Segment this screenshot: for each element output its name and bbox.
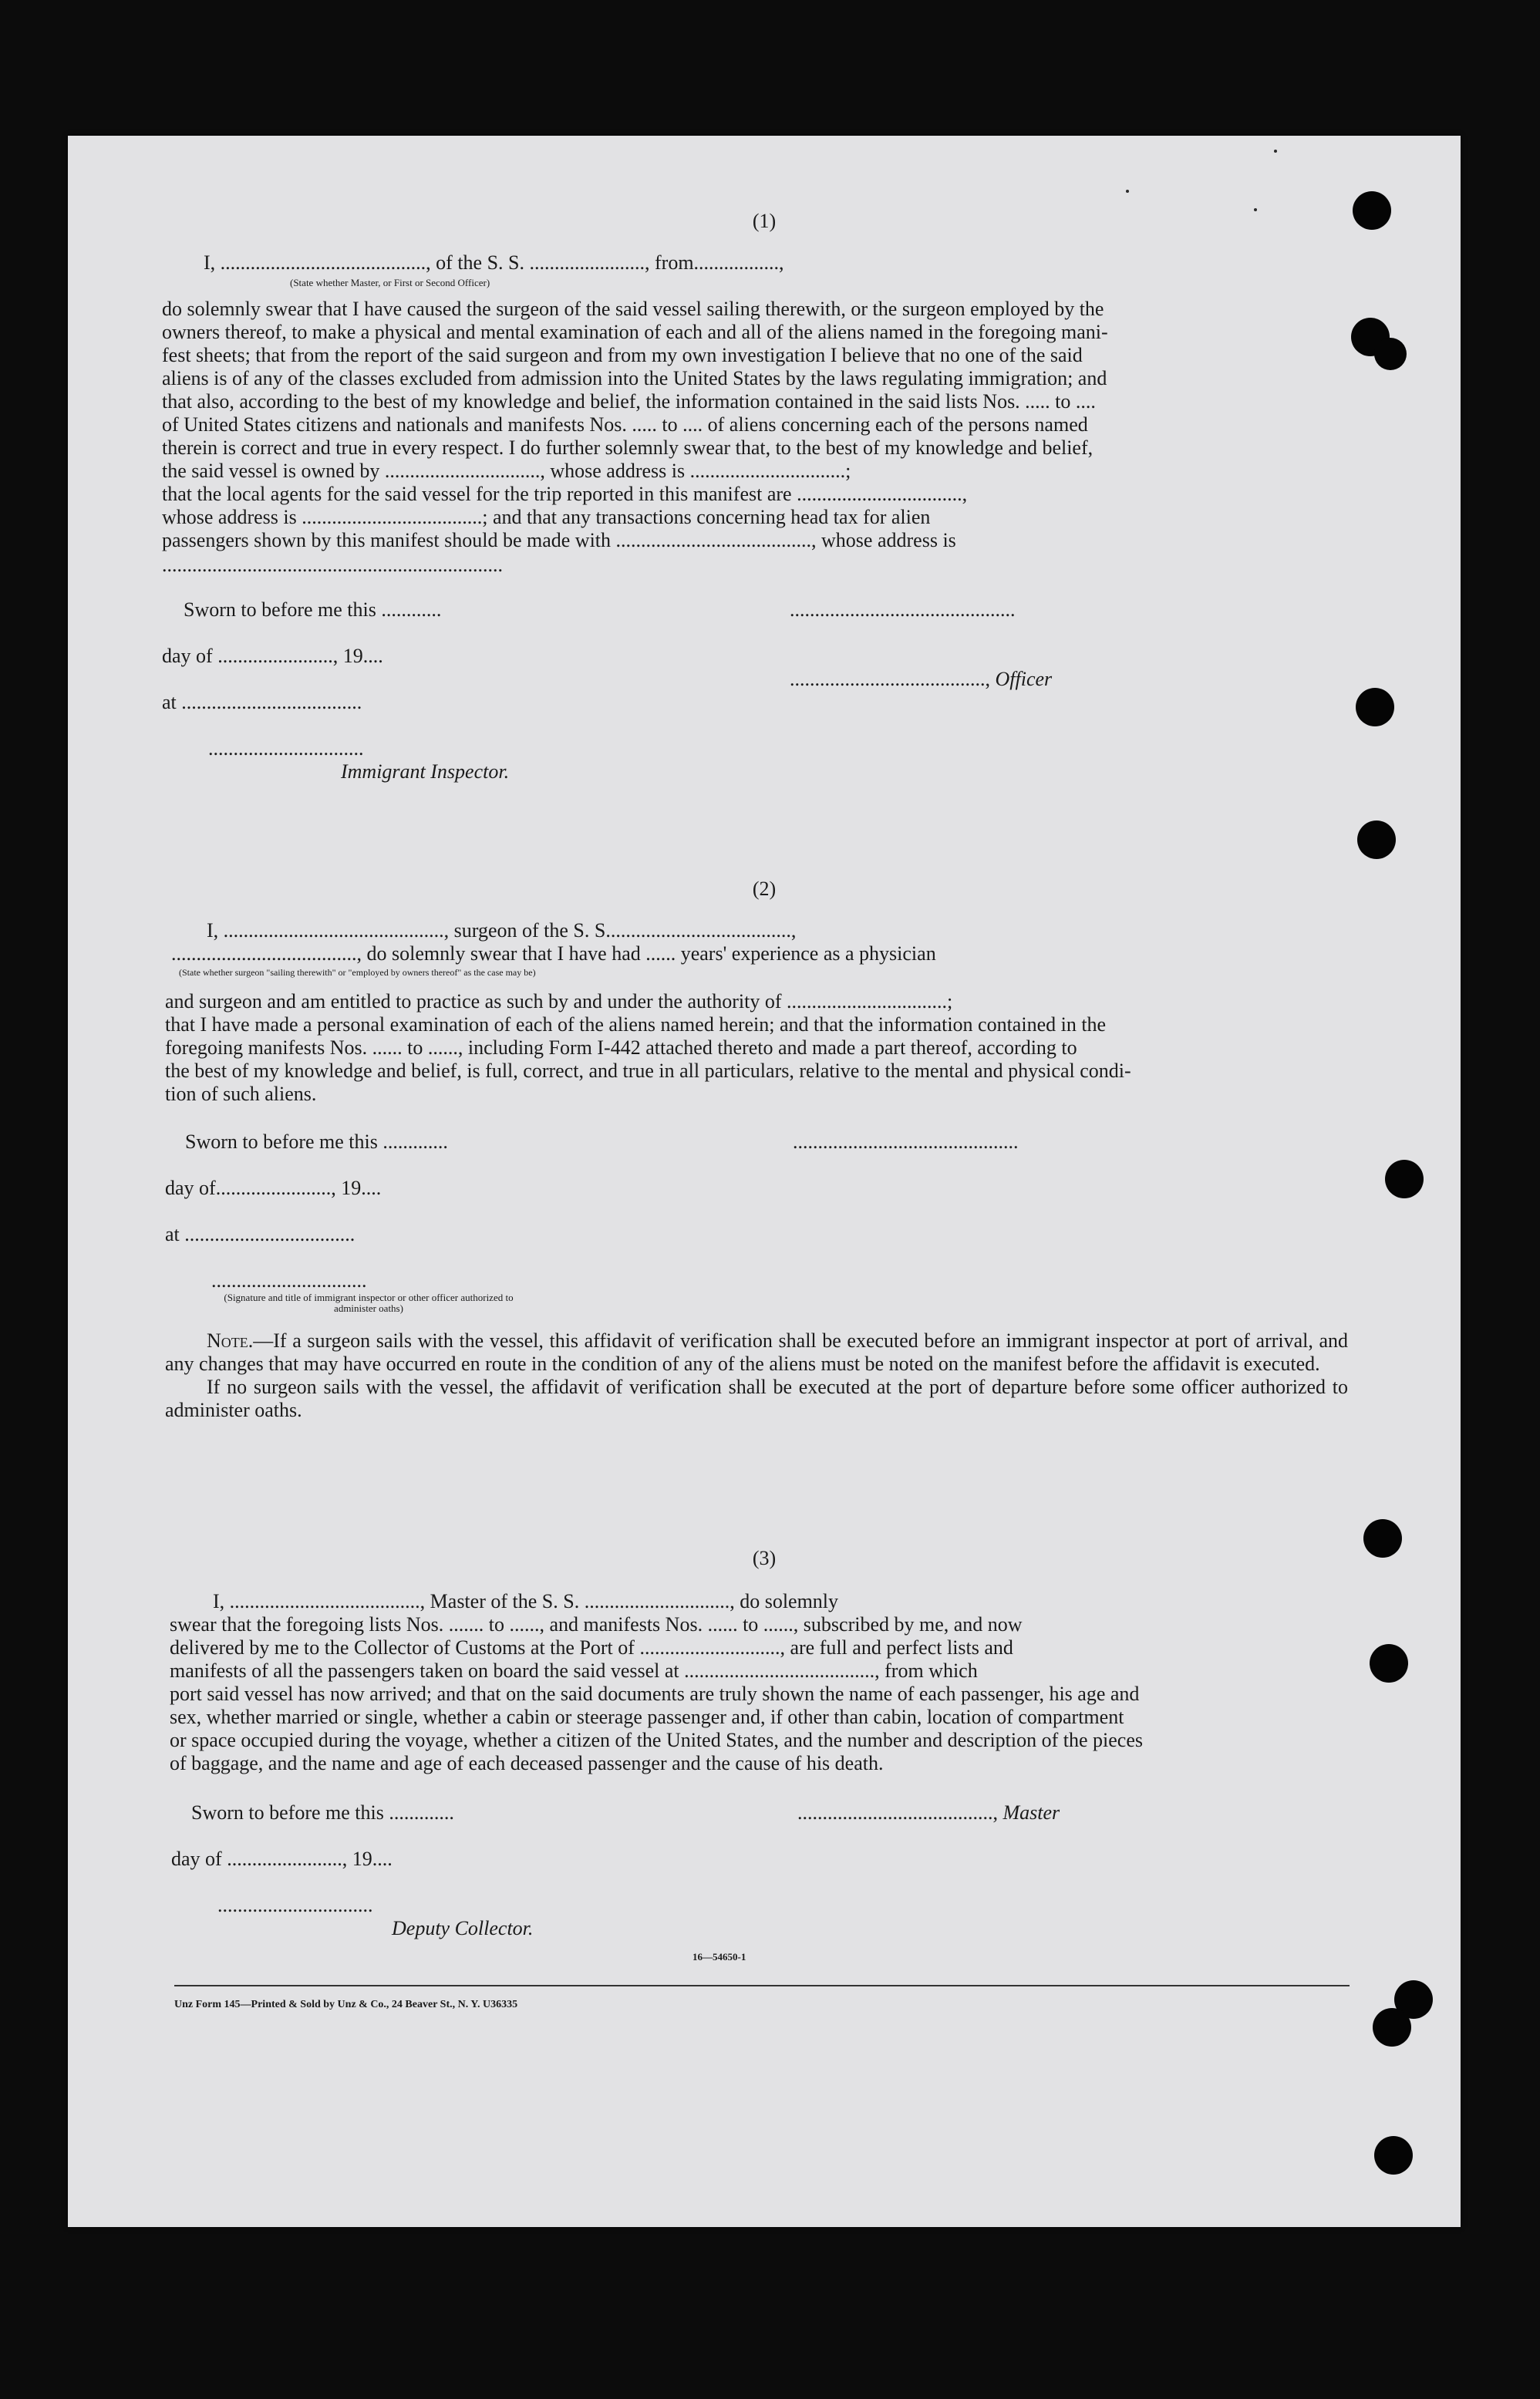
s2-signature-line: ............................................. [793,1130,1019,1153]
s2-body-line: the best of my knowledge and belief, is full, correct, and true in all particulars, relative to the mental and physical condi- [165,1060,1131,1082]
s2-line1: I, ............................................, surgeon of the S. S....................................., [207,919,797,942]
s1-body-line: of United States citizens and nationals and manifests Nos. ..... to .... of aliens concerning each of the persons named [162,413,1088,436]
speck [1254,208,1257,211]
s2-body-line: tion of such aliens. [165,1083,317,1105]
s3-body-line: swear that the foregoing lists Nos. ....... to ......, and manifests Nos. ...... to ......, subscribed by me, and now [170,1613,1023,1636]
binder-hole [1356,688,1394,726]
form-sheet [68,136,1461,2227]
s1-dots-line: .................................................................... [162,554,503,576]
s2-note-text: —If a surgeon sails with the vessel, this affidavit of verification shall be executed before an immigrant inspector at port of arrival, and any changes that may have occurred en route in the condition of any of the aliens must be noted on the manifest before the affidavit is executed. [165,1329,1348,1375]
s1-body-line: therein is correct and true in every respect. I do further solemnly swear that, to the best of my knowledge and belief, [162,436,1094,459]
s3-master-title: Master [1003,1801,1060,1824]
s3-body-line: I, ......................................, Master of the S. S. ............................., do solemnly [213,1590,839,1612]
s1-inspector-dots: ............................... [208,737,364,760]
section-1-number: (1) [752,210,777,232]
s1-body-line: owners thereof, to make a physical and mental examination of each and all of the aliens named in the foregoing mani- [162,321,1108,343]
s1-inspector-title: Immigrant Inspector. [341,760,510,783]
speck [1126,190,1129,193]
s2-line2: ....................................., do solemnly swear that I have had ...... years' experience as a physician [171,942,936,965]
s1-line1-note: (State whether Master, or First or Second Officer) [290,277,490,288]
s2-sig-note: (Signature and title of immigrant inspector or other officer authorized to administer oaths) [224,1292,514,1314]
s1-body-line: aliens is of any of the classes excluded from admission into the United States by the laws regulating immigration; and [162,367,1107,389]
s1-line1: I, ........................................., of the S. S. ......................., from................., [204,251,784,274]
s3-master-line: ......................................., Master [797,1801,1060,1824]
s1-body [162,298,1342,552]
s3-body-line: delivered by me to the Collector of Customs at the Port of ............................, are full and perfect lists and [170,1636,1013,1659]
binder-hole [1385,1160,1424,1198]
s1-body-line: the said vessel is owned by ..............................., whose address is ...............................; [162,460,851,482]
s2-at: at .................................. [165,1223,356,1245]
s3-body [170,1590,1350,1775]
s1-officer-title: Officer [995,668,1053,690]
form-code: 16—54650-1 [692,1951,746,1963]
s3-collector-title: Deputy Collector. [392,1917,534,1939]
binder-hole [1374,338,1407,370]
s3-body-line: port said vessel has now arrived; and that on the said documents are truly shown the name of each passenger, his age and [170,1683,1140,1705]
s2-body-line: foregoing manifests Nos. ...... to ......, including Form I-442 attached thereto and made a part thereof, according to [165,1036,1077,1059]
footer-printer: Unz Form 145—Printed & Sold by Unz & Co., 24 Beaver St., N. Y. U36335 [174,1999,518,2010]
binder-hole [1373,2008,1411,2047]
s1-day-of: day of ......................., 19.... [162,645,383,667]
s2-day-of: day of......................., 19.... [165,1177,382,1199]
binder-hole [1370,1644,1408,1683]
s1-signature-line: ............................................. [790,598,1016,621]
s1-officer-line: ......................................., Officer [790,668,1053,690]
s1-body-line: passengers shown by this manifest should be made with ......................................., whose address is [162,529,956,551]
s3-body-line: manifests of all the passengers taken on board the said vessel at ......................................, from which [170,1659,978,1682]
binder-hole [1357,820,1396,859]
s2-note-label: Note. [207,1329,254,1352]
s3-body-line: or space occupied during the voyage, whether a citizen of the United States, and the number and description of the pieces [170,1729,1144,1751]
s2-sworn: Sworn to before me this ............. [185,1130,448,1153]
speck [1274,150,1277,153]
s1-at: at .................................... [162,691,362,713]
s2-line2-note: (State whether surgeon "sailing therewith" or "employed by owners thereof" as the case may be) [179,967,536,978]
s2-body-line: that I have made a personal examination of each of the aliens named herein; and that the information contained in the [165,1013,1107,1036]
s2-body [165,990,1346,1106]
binder-hole [1353,191,1391,230]
s1-body-line: that the local agents for the said vessel for the trip reported in this manifest are ................................., [162,483,968,505]
s2-sig-dots: ............................... [211,1269,367,1292]
binder-hole [1374,2136,1413,2175]
s3-day-of: day of ......................., 19.... [171,1848,393,1870]
s2-body-line: and surgeon and am entitled to practice as such by and under the authority of ................................; [165,990,953,1012]
s1-body-line: do solemnly swear that I have caused the surgeon of the said vessel sailing therewith, or the surgeon employed by the [162,298,1104,320]
s3-sworn: Sworn to before me this ............. [191,1801,454,1824]
s3-body-line: sex, whether married or single, whether a cabin or steerage passenger and, if other than cabin, location of compartment [170,1706,1124,1728]
binder-hole [1363,1519,1402,1558]
s2-note-text2: If no surgeon sails with the vessel, the affidavit of verification shall be executed at the port of departure before some officer authorized to administer oaths. [165,1376,1348,1421]
s1-body-line: fest sheets; that from the report of the said surgeon and from my own investigation I believe that no one of the said [162,344,1083,366]
s2-note [165,1329,1348,1422]
s1-body-line: whose address is ....................................; and that any transactions concerning head tax for alien [162,506,931,528]
section-2-number: (2) [752,878,777,900]
s1-body-line: that also, according to the best of my knowledge and belief, the information contained in the said lists Nos. ..... to .... [162,390,1096,413]
s3-collector-dots: ............................... [217,1894,373,1916]
s1-sworn: Sworn to before me this ............ [184,598,442,621]
s3-body-line: of baggage, and the name and age of each deceased passenger and the cause of his death. [170,1752,884,1774]
section-3-number: (3) [752,1547,777,1569]
footer-rule [174,1985,1350,1986]
